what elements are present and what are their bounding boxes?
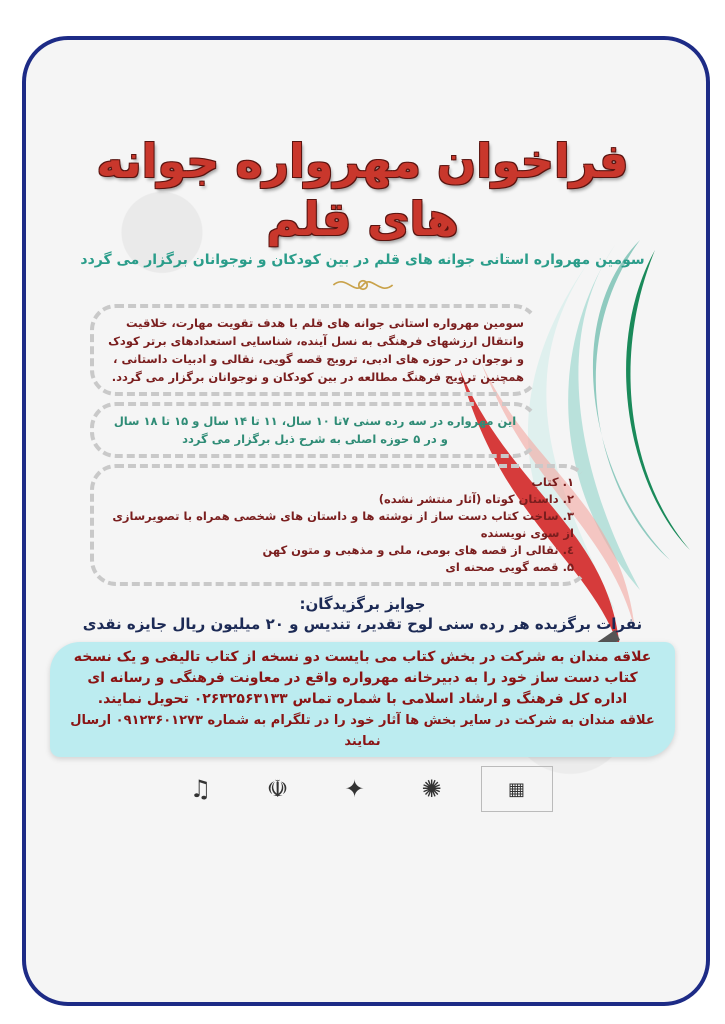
age-groups-text: [106, 412, 524, 448]
age-groups-line-1: این مهرواره در سه رده سنی ۷تا ۱۰ سال، ۱۱ تا ۱۴ سال و ۱۵ تا ۱۸ سال: [113, 414, 517, 428]
kanoon-logo-icon: ✦: [344, 775, 365, 803]
category-item: ٤. نقالی از قصه های بومی، ملی و مذهبی و متون کهن: [262, 543, 574, 557]
iran-emblem-logo-icon: ☫: [266, 775, 289, 803]
category-item: ۱. کتاب: [531, 475, 574, 489]
poster-content: [50, 132, 675, 813]
submission-line: علاقه مندان به شرکت در بخش کتاب می بایست دو نسخه از کتاب تالیفی و یک نسخه: [73, 649, 652, 665]
prizes-heading: جوایز برگزیدگان:: [299, 595, 426, 613]
age-groups-line-2: و در ۵ حوزه اصلی به شرح ذیل برگزار می گردد: [182, 432, 448, 446]
institute-map-logo-icon: ▦: [481, 766, 553, 812]
intro-box: [90, 304, 540, 396]
ornament-icon: [323, 274, 403, 296]
category-item: ۳. ساخت کتاب دست ساز از نوشته ها و داستان های شخصی همراه با تصویرسازی از سوی نویسنده: [112, 509, 574, 540]
intro-text: سومین مهرواره استانی جوانه های قلم با هدف تقویت مهارت، خلاقیت وانتقال ارزشهای فرهنگی به نسل آینده، شناسایی استعدادهای برتر کودک و نوجوان در حوزه های ادبی، ترویج قصه گویی، نقالی و ادبیات داستانی ، همچنین ترویج فرهنگ مطالعه در بین کودکان و نوجوانان برگزار می گردد.: [108, 316, 524, 384]
submission-line: اداره کل فرهنگ و ارشاد اسلامی با شماره تماس ۰۲۶۳۲۵۶۳۱۳۳ تحویل نمایند.: [97, 691, 628, 707]
submission-box: [50, 642, 675, 757]
sponsor-logos: [173, 765, 553, 813]
categories-box: [90, 464, 590, 586]
submission-line: علاقه مندان به شرکت در سایر بخش ها آثار خود را در تلگرام به شماره ۰۹۱۲۳۶۰۱۲۷۳ ارسال نمایند: [70, 713, 655, 749]
category-item: ۲. داستان کوتاه (آثار منتشر نشده): [378, 492, 574, 506]
category-item: ۵. قصه گویی صحنه ای: [445, 560, 574, 574]
poster-title: فراخوان مهرواره جوانه های قلم: [96, 134, 629, 246]
poster-subtitle: سومین مهرواره استانی جوانه های قلم در بین کودکان و نوجوانان برگزار می گردد: [80, 252, 645, 268]
age-box: [90, 402, 540, 458]
library-rosette-logo-icon: ✺: [421, 775, 442, 803]
categories-list: [106, 474, 574, 576]
music-organization-logo-icon: ♫: [189, 775, 212, 803]
prizes-text: نفرات برگزیده هر رده سنی لوح تقدیر، تندیس و ۲۰ میلیون ریال جایزه نقدی: [82, 615, 643, 633]
submission-line: کتاب دست ساز خود را به دبیرخانه مهرواره واقع در معاونت فرهنگی و رسانه ای: [87, 670, 638, 686]
